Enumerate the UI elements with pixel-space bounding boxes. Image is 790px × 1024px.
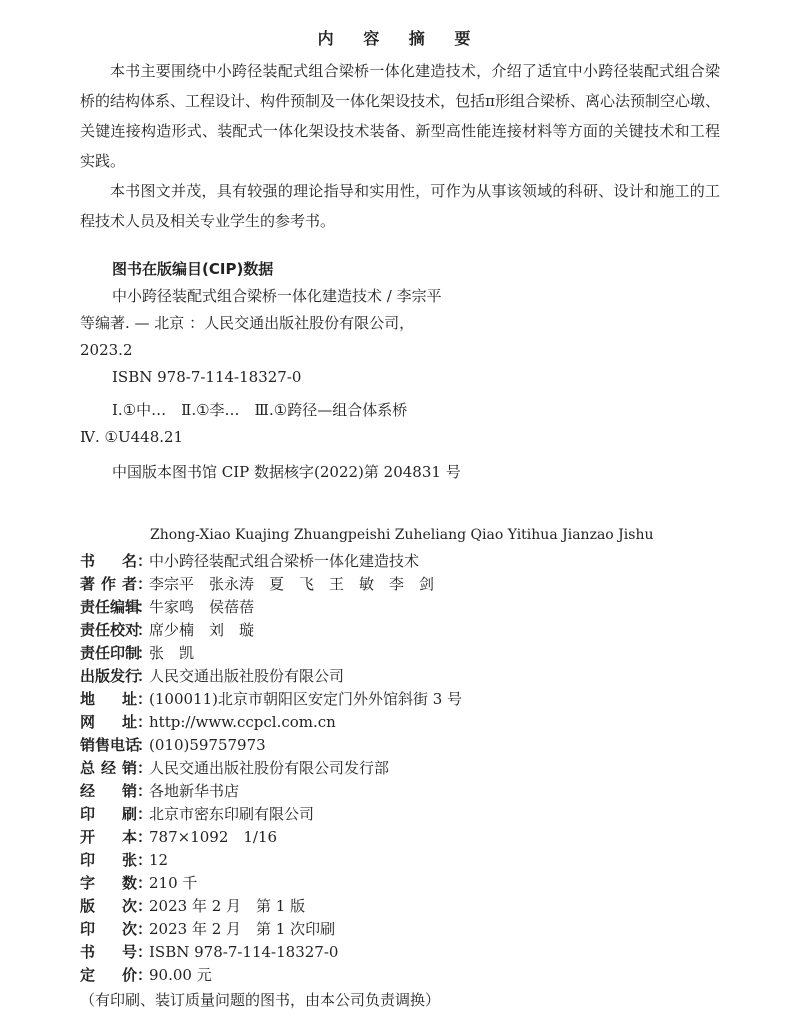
colophon-row bbox=[80, 780, 720, 803]
colophon-value: 北京市密东印刷有限公司 bbox=[149, 805, 315, 823]
cip-isbn: ISBN 978-7-114-18327-0 bbox=[112, 368, 302, 386]
colophon-value: 各地新华书店 bbox=[149, 782, 240, 800]
colophon-label: 定价 bbox=[80, 966, 137, 984]
colophon-label: 印刷 bbox=[80, 805, 137, 823]
colophon-row bbox=[80, 757, 720, 780]
colophon-row bbox=[80, 734, 720, 757]
colophon-label: 责任校对 bbox=[80, 621, 141, 639]
colophon-colon: ： bbox=[137, 621, 153, 639]
colophon-colon: ： bbox=[137, 828, 153, 846]
colophon-row bbox=[80, 642, 720, 665]
colophon-value: 中小跨径装配式组合梁桥一体化建造技术 bbox=[149, 552, 420, 570]
colophon-colon: ： bbox=[137, 920, 153, 938]
colophon-value: 90.00 元 bbox=[149, 966, 212, 984]
cip-publisher-line: 等编著. — 北京 ：人民交通出版社股份有限公司， bbox=[80, 314, 415, 332]
abstract-paragraph-2: 本书图文并茂，具有较强的理论指导和实用性，可作为从事该领域的科研、设计和施工的工程技术人员及相关专业学生的参考书。 bbox=[80, 182, 720, 230]
colophon-colon: ： bbox=[137, 759, 153, 777]
colophon-colon: ： bbox=[137, 690, 153, 708]
colophon-value: 人民交通出版社股份有限公司发行部 bbox=[149, 759, 390, 777]
colophon-colon: ： bbox=[137, 943, 153, 961]
colophon-label: 责任编辑 bbox=[80, 598, 141, 616]
colophon-row bbox=[80, 941, 720, 964]
cip-record-number: 中国版本图书馆 CIP 数据核字(2022)第 204831 号 bbox=[112, 463, 461, 481]
colophon-value: 李宗平 张永涛 夏 飞 王 敏 李 剑 bbox=[149, 575, 435, 593]
colophon-value: ISBN 978-7-114-18327-0 bbox=[149, 943, 339, 961]
colophon-row bbox=[80, 573, 720, 596]
colophon-value: 席少楠 刘 璇 bbox=[149, 621, 255, 639]
cip-classification: Ⅰ.①中… Ⅱ.①李… Ⅲ.①跨径—组合体系桥 bbox=[112, 401, 408, 419]
colophon-colon: ： bbox=[137, 874, 153, 892]
colophon-value: 12 bbox=[149, 851, 169, 869]
colophon-value: (100011)北京市朝阳区安定门外外馆斜街 3 号 bbox=[149, 690, 463, 708]
colophon-label: 书号 bbox=[80, 943, 137, 961]
colophon-row bbox=[80, 872, 720, 895]
colophon-row bbox=[80, 665, 720, 688]
colophon-colon: ： bbox=[137, 805, 153, 823]
footnote: （有印刷、装订质量问题的图书，由本公司负责调换） bbox=[80, 991, 441, 1009]
colophon-value: 787×1092 1/16 bbox=[149, 828, 278, 846]
colophon-value: 张 凯 bbox=[149, 644, 195, 662]
colophon-value: (010)59757973 bbox=[149, 736, 266, 754]
colophon-label: 网址 bbox=[80, 713, 137, 731]
cip-date: 2023.2 bbox=[80, 341, 133, 359]
colophon-row bbox=[80, 895, 720, 918]
cip-classification-number: Ⅳ. ①U448.21 bbox=[80, 428, 184, 446]
colophon-value: 人民交通出版社股份有限公司 bbox=[149, 667, 345, 685]
colophon-colon: ： bbox=[137, 575, 153, 593]
colophon-colon: ： bbox=[137, 782, 153, 800]
colophon-label: 责任印制 bbox=[80, 644, 141, 662]
colophon-colon: ： bbox=[137, 644, 153, 662]
colophon-colon: ： bbox=[137, 552, 153, 570]
colophon-row bbox=[80, 849, 720, 872]
colophon-label: 经销 bbox=[80, 782, 137, 800]
colophon-value: http://www.ccpcl.com.cn bbox=[149, 713, 336, 731]
colophon-label: 字数 bbox=[80, 874, 137, 892]
colophon-row bbox=[80, 619, 720, 642]
colophon-label: 书名 bbox=[80, 552, 137, 570]
colophon-colon: ： bbox=[137, 966, 153, 984]
colophon-row bbox=[80, 596, 720, 619]
colophon-colon: ： bbox=[137, 667, 153, 685]
colophon-row bbox=[80, 826, 720, 849]
colophon-label: 印张 bbox=[80, 851, 137, 869]
colophon-row bbox=[80, 550, 720, 573]
colophon-row bbox=[80, 688, 720, 711]
colophon bbox=[80, 550, 720, 987]
colophon-colon: ： bbox=[137, 897, 153, 915]
pinyin-title: Zhong-Xiao Kuajing Zhuangpeishi Zuheliang Qiao Yitihua Jianzao Jishu bbox=[150, 527, 654, 543]
colophon-label: 著作者 bbox=[80, 575, 137, 593]
colophon-colon: ： bbox=[137, 851, 153, 869]
colophon-value: 210 千 bbox=[149, 874, 198, 892]
abstract-paragraph-1: 本书主要围绕中小跨径装配式组合梁桥一体化建造技术，介绍了适宜中小跨径装配式组合梁桥的结构体系、工程设计、构件预制及一体化架设技术，包括π形组合梁桥、离心法预制空心墩、关键连接构造形式、装配式一体化架设技术装备、新型高性能连接材料等方面的关键技术和工程实践。 bbox=[80, 62, 720, 170]
colophon-label: 开本 bbox=[80, 828, 137, 846]
colophon-row bbox=[80, 803, 720, 826]
cip-title-line: 中小跨径装配式组合梁桥一体化建造技术 / 李宗平 bbox=[112, 287, 442, 305]
colophon-row bbox=[80, 918, 720, 941]
abstract-heading: 内 容 摘 要 bbox=[317, 29, 483, 48]
colophon-label: 地址 bbox=[80, 690, 137, 708]
colophon-value: 牛家鸣 侯蓓蓓 bbox=[149, 598, 255, 616]
colophon-row bbox=[80, 711, 720, 734]
colophon-label: 总经销 bbox=[80, 759, 137, 777]
colophon-label: 版次 bbox=[80, 897, 137, 915]
colophon-label: 销售电话 bbox=[80, 736, 141, 754]
colophon-label: 印次 bbox=[80, 920, 137, 938]
colophon-colon: ： bbox=[137, 713, 153, 731]
colophon-row bbox=[80, 964, 720, 987]
colophon-value: 2023 年 2 月 第 1 次印刷 bbox=[149, 920, 336, 938]
colophon-colon: ： bbox=[137, 598, 153, 616]
colophon-label: 出版发行 bbox=[80, 667, 141, 685]
cip-heading: 图书在版编目(CIP)数据 bbox=[112, 260, 274, 278]
colophon-colon: ： bbox=[137, 736, 153, 754]
colophon-value: 2023 年 2 月 第 1 版 bbox=[149, 897, 306, 915]
